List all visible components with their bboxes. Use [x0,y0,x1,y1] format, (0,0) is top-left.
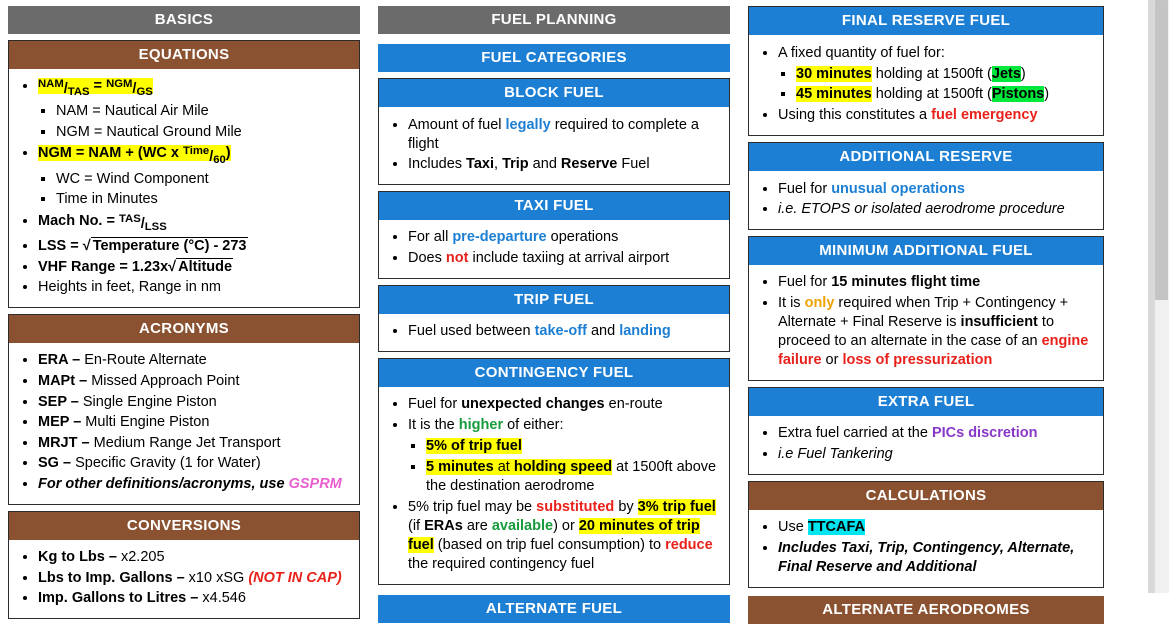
group-calculations [748,481,1104,588]
acronym-definition: Specific Gravity (1 for Water) [75,455,261,472]
conversion-term: Lbs to Imp. Gallons – [38,569,185,586]
group-extra-fuel [748,387,1104,475]
group-header-taxi-fuel: TAXI FUEL [379,192,729,220]
group-taxi-fuel [378,191,730,279]
equation-mach-number: Mach No. = TAS/LSS [38,212,167,234]
group-header-conversions: CONVERSIONS [9,512,359,540]
list-item [38,77,349,143]
list-item: • i.e. ETOPS or isolated aerodrome procedure [778,200,1093,219]
group-header-block-fuel: BLOCK FUEL [379,79,729,107]
list-item: • 5% trip fuel may be substituted by 3% trip fuel (if ERAs are available) or 20 minutes of trip fuel (based on trip fuel consumption) to reduce the required contingency fuel [408,498,719,575]
list-item: ▪ Time in Minutes [56,190,349,209]
group-header-extra-fuel: EXTRA FUEL [749,388,1103,416]
group-header-final-reserve-fuel: FINAL RESERVE FUEL [749,7,1103,35]
list-item: • Amount of fuel legally required to complete a flight [408,116,719,154]
group-trip-fuel [378,285,730,352]
group-body-block-fuel [379,107,729,184]
group-header-equations: EQUATIONS [9,41,359,69]
group-acronyms [8,314,360,505]
list-item: • For all pre-departure operations [408,228,719,247]
list-item [38,589,349,608]
equation-vhf-range: VHF Range = 1.23x√ Altitude [38,258,233,275]
group-body-additional-reserve [749,171,1103,229]
list-item: • A fixed quantity of fuel for: ▪ 30 minutes holding at 1500ft (Jets) ▪ 45 minutes holding at 1500ft (Pistons) [778,44,1093,105]
section-header-basics: BASICS [8,6,360,34]
equation-lss: LSS = √ Temperature (°C) - 273 [38,237,247,254]
list-item [38,475,349,494]
group-conversions [8,511,360,619]
column-basics [8,6,360,624]
group-body-trip-fuel [379,314,729,351]
list-item: • Fuel for 15 minutes flight time [778,273,1093,292]
group-header-contingency-fuel: CONTINGENCY FUEL [379,359,729,387]
acronym-definition: Missed Approach Point [91,372,240,389]
acronym-reference: GSPRM [288,476,342,493]
list-item [38,258,349,277]
list-item: ▪ WC = Wind Component [56,170,349,189]
list-item: ▪ NGM = Nautical Ground Mile [56,123,349,142]
list-item [38,212,349,236]
group-additional-reserve [748,142,1104,230]
subsection-header-fuel-categories: FUEL CATEGORIES [378,44,730,72]
list-item: ▪ 30 minutes holding at 1500ft (Jets) [796,65,1093,84]
group-header-alternate-aerodromes: ALTERNATE AERODROMES [748,596,1104,624]
group-header-acronyms: ACRONYMS [9,315,359,343]
scrollbar-track[interactable] [1154,0,1169,593]
list-item: • i.e Fuel Tankering [778,445,1093,464]
acronym-definition: Medium Range Jet Transport [93,434,281,451]
list-item: • It is only required when Trip + Contingency + Alternate + Final Reserve is insufficient to proceed to an alternate in the case of an engine failure or loss of pressurization [778,294,1093,371]
group-equations [8,40,360,308]
column-reserves [748,6,1104,624]
group-header-calculations: CALCULATIONS [749,482,1103,510]
group-header-trip-fuel: TRIP FUEL [379,286,729,314]
conversion-term: Imp. Gallons to Litres – [38,590,199,607]
list-item [38,393,349,412]
list-item [38,434,349,453]
scrollbar-thumb[interactable] [1155,0,1168,300]
list-item: • Fuel for unusual operations [778,180,1093,199]
acronym-definition: Multi Engine Piston [85,414,210,431]
group-header-alternate-fuel: ALTERNATE FUEL [378,595,730,623]
list-item: ▪ NAM = Nautical Air Mile [56,102,349,121]
group-body-acronyms [9,343,359,504]
group-contingency-fuel [378,358,730,585]
list-item [38,548,349,567]
group-header-additional-reserve: ADDITIONAL RESERVE [749,143,1103,171]
list-item [38,413,349,432]
acronym-definition: En-Route Alternate [84,352,207,369]
conversion-value: x2.205 [120,549,165,566]
list-item: • Includes Taxi, Trip and Reserve Fuel [408,155,719,174]
list-item: • Heights in feet, Range in nm [38,278,349,297]
group-body-conversions [9,540,359,618]
list-item [38,351,349,370]
acronym-definition: Single Engine Piston [82,393,217,410]
list-item [38,569,349,588]
group-body-contingency-fuel [379,387,729,584]
acronym-term: SG – [38,455,72,472]
group-minimum-additional-fuel [748,236,1104,381]
list-item: • Does not include taxiing at arrival airport [408,249,719,268]
acronym-note: For other definitions/acronyms, use [38,476,285,493]
group-body-calculations [749,510,1103,587]
group-body-final-reserve-fuel [749,35,1103,135]
group-final-reserve-fuel [748,6,1104,136]
list-item: ▪ 5 minutes at holding speed at 1500ft above the destination aerodrome [426,458,719,496]
list-item: • It is the higher of either: ▪ 5% of trip fuel ▪ 5 minutes at holding speed at 1500ft above the destination aerodrome [408,416,719,496]
list-item [38,454,349,473]
conversion-value: x4.546 [202,590,246,607]
column-fuel-planning [378,6,730,624]
group-body-equations [9,69,359,307]
list-item: • Fuel for unexpected changes en-route [408,395,719,414]
acronym-term: SEP – [38,393,79,410]
acronym-term: ERA – [38,352,81,369]
acronym-term: MRJT – [38,434,90,451]
list-item: • Fuel used between take-off and landing [408,322,719,341]
list-item [38,372,349,391]
equation-nam-tas-ngm-gs: NAM/TAS = NGM/GS [38,77,153,99]
group-block-fuel [378,78,730,185]
conversion-value: x10 xSG [188,569,245,586]
group-body-extra-fuel [749,416,1103,474]
list-item [38,144,349,210]
list-item: ▪ 45 minutes holding at 1500ft (Pistons) [796,85,1093,104]
list-item [38,237,349,256]
list-item: ▪ 5% of trip fuel [426,437,719,456]
conversion-term: Kg to Lbs – [38,549,117,566]
list-item: • Includes Taxi, Trip, Contingency, Alternate, Final Reserve and Additional [778,539,1093,577]
list-item: • Use TTCAFA [778,518,1093,537]
acronym-term: MAPt – [38,372,88,389]
group-body-minimum-additional-fuel [749,265,1103,380]
acronym-term: MEP – [38,414,82,431]
group-body-taxi-fuel [379,220,729,278]
group-header-minimum-additional-fuel: MINIMUM ADDITIONAL FUEL [749,237,1103,265]
list-item: • Extra fuel carried at the PICs discretion [778,424,1093,443]
equation-ngm: NGM = NAM + (WC x Time/60) [38,145,231,166]
list-item: • Using this constitutes a fuel emergency [778,106,1093,125]
conversion-note: (NOT IN CAP) [248,569,342,586]
section-header-fuel-planning: FUEL PLANNING [378,6,730,34]
